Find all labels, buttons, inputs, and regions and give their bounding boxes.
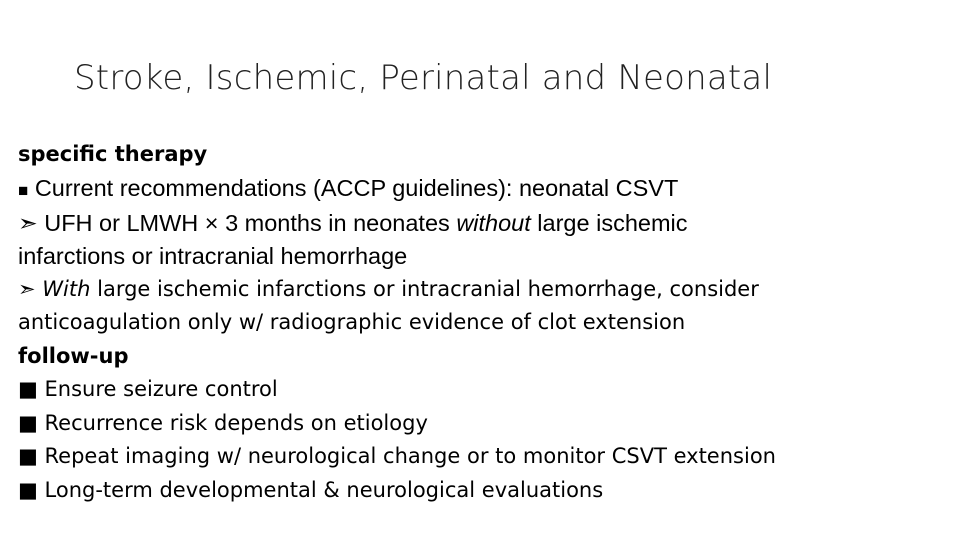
bullet-item: ■ Ensure seizure control xyxy=(18,377,278,401)
square-bullet-icon: ■ xyxy=(18,180,29,200)
slide-title: Stroke, Ischemic, Perinatal and Neonatal xyxy=(74,58,773,98)
bullet-item: ■ Current recommendations (ACCP guidelines): neonatal CSVT xyxy=(18,174,679,201)
square-bullet-icon: ■ xyxy=(18,477,38,502)
slide-body xyxy=(18,138,948,507)
heading-specific-therapy: specific therapy xyxy=(18,142,208,166)
bullet-item: ■ Recurrence risk depends on etiology xyxy=(18,410,428,435)
bullet-item: ■ Long-term developmental & neurological evaluations xyxy=(18,477,604,502)
square-bullet-icon: ■ xyxy=(18,444,38,468)
bullet-item: ■ Repeat imaging w/ neurological change or to monitor CSVT extension xyxy=(18,444,776,468)
arrow-item: ➣ UFH or LMWH × 3 months in neonates without large ischemic infarctions or intracranial hemorrhage xyxy=(18,209,688,269)
arrow-item: ➣ With large ischemic infarctions or intracranial hemorrhage, consider anticoagulation only w/ radiographic evidence of clot extension xyxy=(18,276,759,334)
heading-follow-up: follow-up xyxy=(18,343,129,368)
square-bullet-icon: ■ xyxy=(18,377,38,401)
arrow-bullet-icon: ➣ xyxy=(18,276,36,301)
arrow-bullet-icon: ➣ xyxy=(18,209,38,236)
square-bullet-icon: ■ xyxy=(18,410,38,435)
